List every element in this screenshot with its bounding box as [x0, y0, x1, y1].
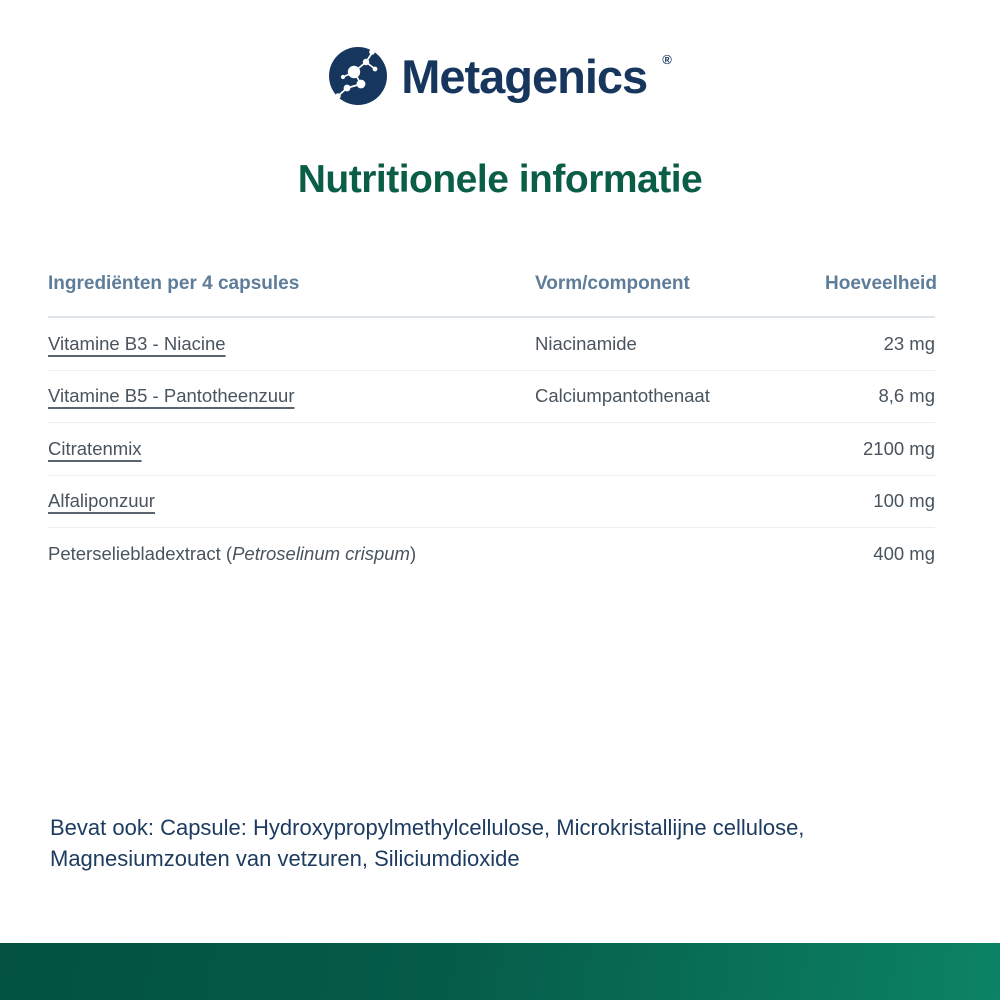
amount-value: 8,6 mg: [878, 385, 935, 407]
component-name: Calciumpantothenaat: [535, 385, 710, 407]
table-row: [48, 423, 935, 476]
header-component: Vorm/component: [535, 273, 690, 294]
table-row: [48, 528, 935, 580]
amount-value: 100 mg: [873, 490, 935, 512]
amount-value: 400 mg: [873, 542, 935, 564]
page-title: Nutritionele informatie: [297, 158, 703, 201]
header-amount: Hoeveelheid: [825, 273, 937, 294]
component-name: Niacinamide: [535, 332, 637, 354]
table-row: [48, 476, 935, 529]
brand-logo: [0, 46, 1000, 106]
ingredient-name[interactable]: Vitamine B5 - Pantotheenzuur: [48, 385, 295, 407]
nutrition-table: [48, 252, 935, 580]
table-row: [48, 318, 935, 371]
amount-value: 23 mg: [883, 332, 935, 354]
ingredient-name[interactable]: Citratenmix: [48, 437, 142, 459]
table-body: [48, 318, 935, 580]
ingredient-name[interactable]: Alfaliponzuur: [48, 490, 155, 512]
brand-wordmark: Metagenics: [401, 49, 648, 103]
brand-gradient-bar: [0, 943, 1000, 1000]
table-header-row: [48, 252, 935, 318]
header-ingredients: Ingrediënten per 4 capsules: [48, 273, 300, 294]
ingredient-name: Peterseliebladextract (Petroselinum crispum): [48, 542, 417, 564]
metagenics-molecule-icon: [328, 46, 388, 106]
registered-trademark-symbol: ®: [662, 52, 672, 67]
ingredient-name[interactable]: Vitamine B3 - Niacine: [48, 332, 226, 354]
table-row: [48, 371, 935, 424]
composition-note: Bevat ook: Capsule: Hydroxypropylmethylcellulose, Microkristallijne cellulose, Magnesiumzouten van vetzuren, Siliciumdioxide: [50, 815, 805, 871]
amount-value: 2100 mg: [863, 437, 935, 459]
